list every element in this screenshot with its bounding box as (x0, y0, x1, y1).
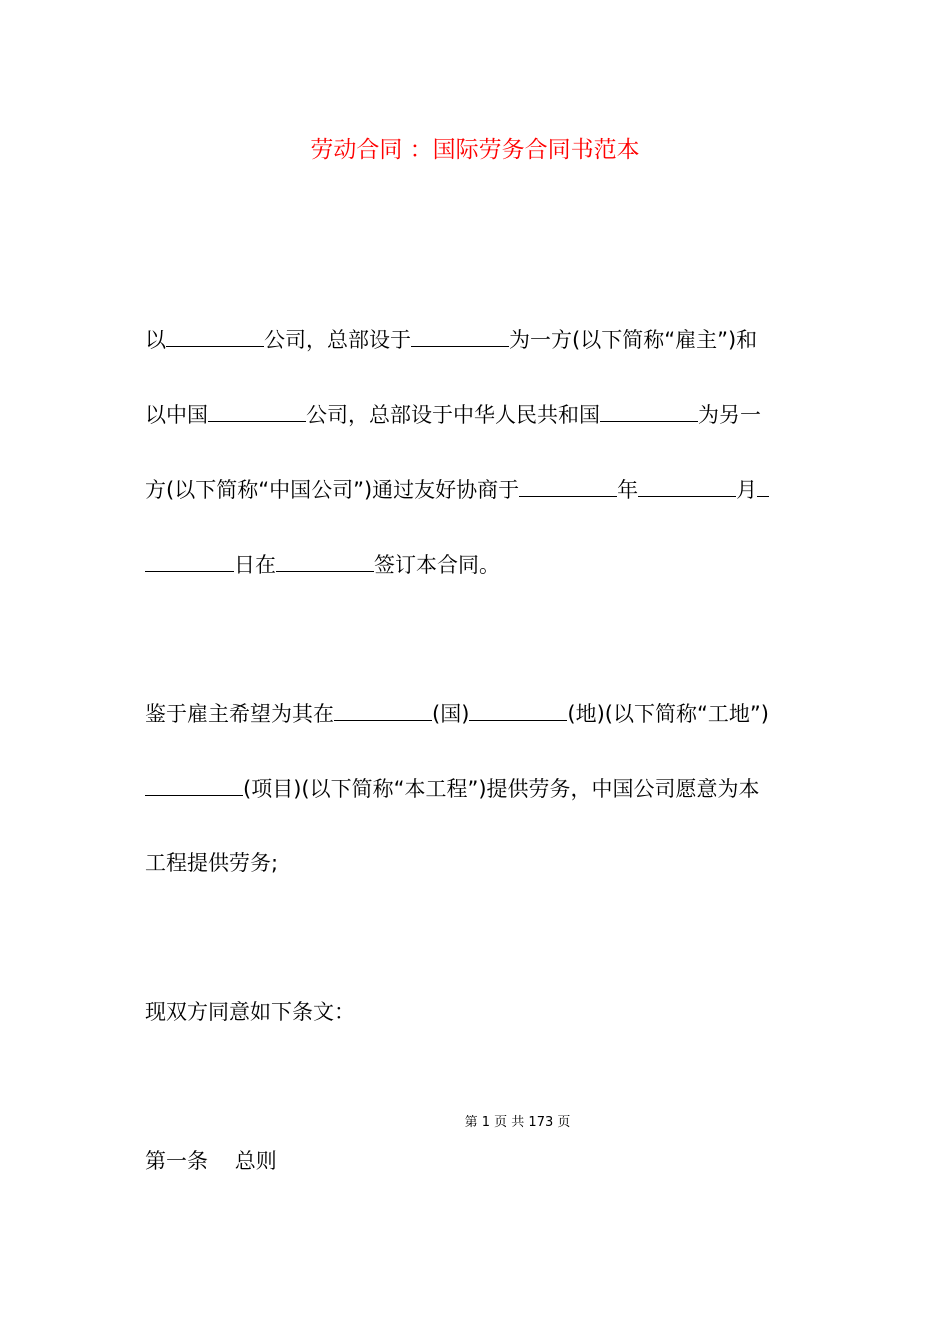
text-segment: 以中国 (145, 403, 208, 427)
text-segment: 鉴于雇主希望为其在 (145, 702, 334, 726)
blank-field-day-start (757, 476, 769, 497)
section-heading: 第一条 总则 (145, 1149, 277, 1173)
text-segment: 为另一 (698, 403, 761, 427)
page-footer: 第 1 页 共 173 页 (464, 1115, 571, 1130)
text-segment: 公司，总部设于中华人民共和国 (306, 403, 600, 427)
paragraph-2-line-3 (145, 848, 278, 878)
blank-field-country (334, 700, 432, 721)
paragraph-2-line-2 (145, 774, 760, 804)
text-segment: 签订本合同。 (374, 553, 500, 577)
text-segment: 为一方(以下简称“雇主”)和 (509, 328, 758, 352)
text-segment: (国) (432, 702, 470, 726)
blank-field-company-name (166, 326, 264, 347)
paragraph-1-line-2 (145, 400, 761, 430)
paragraph-1-line-4 (145, 550, 500, 580)
document-title: 劳动合同 ：国际劳务合同书范本 (310, 137, 640, 163)
blank-field-signing-place (276, 551, 374, 572)
text-segment: 年 (617, 478, 639, 502)
text-segment: 月 (736, 478, 758, 502)
blank-field-chinese-company (208, 401, 306, 422)
text-segment: 公司，总部设于 (264, 328, 411, 352)
text-segment: 日在 (234, 553, 276, 577)
paragraph-3: 现双方同意如下条文： (145, 1000, 355, 1024)
paragraph-1-line-3 (145, 475, 769, 505)
paragraph-2-line-1 (145, 699, 769, 729)
text-segment: 方(以下简称“中国公司”)通过友好协商于 (145, 478, 520, 502)
text-segment: (地)(以下简称“工地”) (567, 702, 769, 726)
blank-field-project (145, 775, 243, 796)
text-segment: 工程提供劳务; (145, 851, 279, 875)
blank-field-company-location (411, 326, 509, 347)
blank-field-place (469, 700, 567, 721)
text-segment: (项目)(以下简称“本工程”)提供劳务，中国公司愿意为本 (243, 777, 760, 801)
blank-field-day (145, 551, 234, 572)
text-segment: 以 (145, 328, 166, 352)
blank-field-chinese-location (600, 401, 698, 422)
paragraph-1-line-1 (145, 325, 757, 355)
blank-field-month (638, 476, 736, 497)
blank-field-year (519, 476, 617, 497)
